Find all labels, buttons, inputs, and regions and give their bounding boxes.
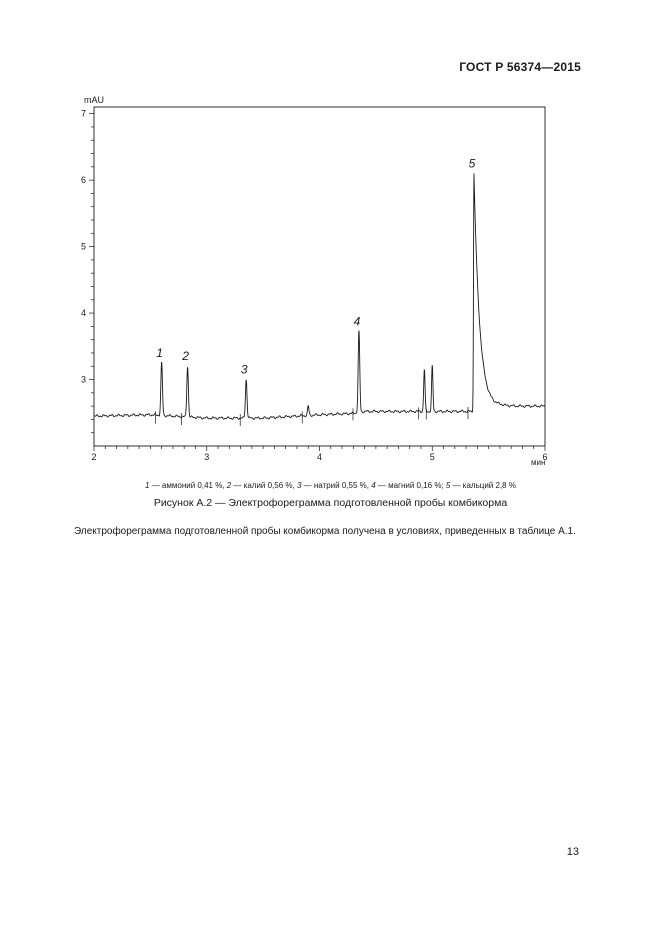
x-axis-label: мин — [531, 458, 546, 467]
y-tick-label: 3 — [80, 374, 86, 385]
peak-label: 4 — [353, 314, 361, 329]
peak-label: 1 — [156, 345, 163, 360]
legend-text: — аммоний 0,41 %, — [149, 481, 227, 490]
legend-number: 3 — [296, 481, 302, 490]
y-tick-label: 6 — [80, 175, 86, 186]
x-tick-label: 4 — [316, 452, 323, 462]
page-number: 13 — [566, 846, 579, 858]
legend-number: 4 — [371, 481, 376, 490]
legend-text: — магний 0,16 %; — [375, 481, 446, 490]
peak-label: 2 — [182, 349, 189, 364]
legend-number: 5 — [445, 481, 451, 490]
figure-legend — [0, 481, 661, 490]
legend-number: 2 — [226, 481, 232, 490]
x-tick-label: 6 — [542, 452, 548, 462]
legend-text: — кальций 2,8 % — [450, 481, 516, 490]
plot-area — [81, 95, 548, 467]
figure-caption: Рисунок А.2 — Электрофореграмма подготовленной пробы комбикорма — [153, 497, 508, 509]
legend-text: — калий 0,56 %, — [231, 481, 297, 490]
x-tick-label: 5 — [429, 452, 435, 462]
legend-text: — натрий 0,55 %, — [301, 481, 372, 490]
y-tick-label: 5 — [80, 241, 86, 252]
x-tick-label: 2 — [91, 452, 97, 462]
document-header: ГОСТ Р 56374—2015 — [459, 60, 581, 74]
body-paragraph: Электрофореграмма подготовленной пробы комбикорма получена в условиях, приведенных в таблице А.1. — [74, 526, 576, 537]
y-tick-label: 4 — [80, 308, 86, 319]
peak-label: 3 — [240, 362, 248, 377]
peak-label: 5 — [468, 156, 476, 171]
y-axis-label: mAU — [84, 95, 104, 105]
legend-number: 1 — [145, 481, 150, 490]
signal-trace — [94, 174, 545, 420]
y-tick-label: 7 — [80, 108, 86, 119]
x-tick-label: 3 — [204, 452, 210, 462]
